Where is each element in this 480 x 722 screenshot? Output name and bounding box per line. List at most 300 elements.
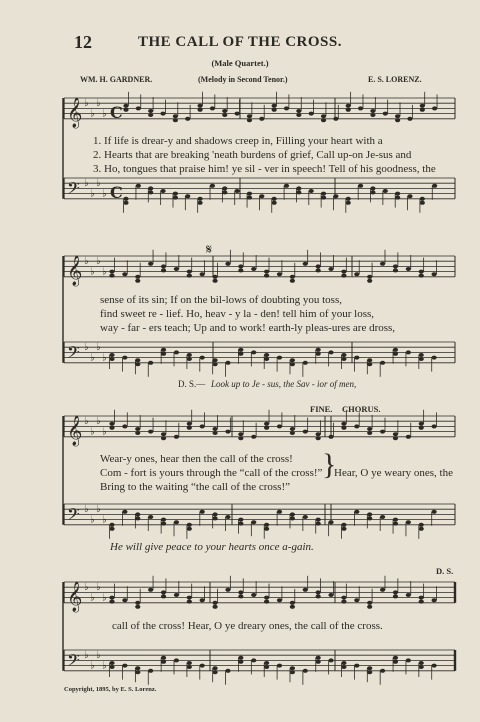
flat-sign: ♭ bbox=[96, 98, 101, 110]
chorus-marker: CHORUS. bbox=[342, 404, 381, 414]
note-head bbox=[161, 660, 166, 664]
note-head bbox=[238, 518, 243, 522]
note-head bbox=[235, 189, 240, 193]
note-head bbox=[225, 361, 230, 365]
bass-clef: 𝄢 bbox=[67, 341, 80, 366]
note-head bbox=[161, 436, 166, 440]
note-head bbox=[328, 658, 333, 662]
note-head bbox=[200, 510, 205, 514]
note-head bbox=[225, 588, 230, 592]
segno-sign: 𝄋 bbox=[206, 242, 213, 258]
note-head bbox=[187, 357, 192, 361]
note-head bbox=[380, 515, 385, 519]
note-head bbox=[277, 272, 282, 276]
note-head bbox=[259, 194, 264, 198]
note-head bbox=[316, 590, 321, 594]
note-head bbox=[432, 272, 437, 276]
note-head bbox=[333, 117, 338, 121]
note-head bbox=[321, 118, 326, 122]
note-head bbox=[135, 670, 140, 674]
note-head bbox=[238, 660, 243, 664]
note-head bbox=[370, 190, 375, 194]
note-head bbox=[212, 666, 217, 670]
note-head bbox=[259, 117, 264, 121]
note-head bbox=[370, 109, 375, 113]
note-head bbox=[419, 523, 424, 527]
flat-sign: ♭ bbox=[90, 514, 95, 526]
note-head bbox=[174, 658, 179, 662]
note-head bbox=[148, 109, 153, 113]
note-head bbox=[370, 113, 375, 117]
note-head bbox=[284, 184, 289, 188]
note-head bbox=[432, 664, 437, 668]
system3-verse1: Wear-y ones, hear then the call of the cross! bbox=[100, 453, 293, 465]
note-head bbox=[251, 520, 256, 524]
note-head bbox=[419, 270, 424, 274]
note-head bbox=[251, 435, 256, 439]
note-head bbox=[174, 520, 179, 524]
note-head bbox=[148, 588, 153, 592]
flat-sign: ♭ bbox=[90, 660, 95, 672]
note-head bbox=[420, 108, 425, 112]
flat-sign: ♭ bbox=[96, 416, 101, 428]
note-head bbox=[406, 350, 411, 354]
note-head bbox=[197, 104, 202, 108]
note-head bbox=[277, 356, 282, 360]
note-head bbox=[187, 596, 192, 600]
note-head bbox=[419, 665, 424, 669]
note-head bbox=[395, 114, 400, 118]
note-head bbox=[264, 661, 269, 665]
note-head bbox=[185, 194, 190, 198]
note-head bbox=[161, 264, 166, 268]
note-head bbox=[212, 516, 217, 520]
note-head bbox=[135, 512, 140, 516]
note-head bbox=[367, 670, 372, 674]
note-head bbox=[367, 605, 372, 609]
note-head bbox=[200, 664, 205, 668]
note-head bbox=[341, 274, 346, 278]
note-head bbox=[122, 424, 127, 428]
flat-sign: ♭ bbox=[96, 178, 101, 190]
note-head bbox=[333, 194, 338, 198]
note-head bbox=[264, 270, 269, 274]
note-head bbox=[225, 669, 230, 673]
words-author: WM. H. GARDNER. bbox=[80, 75, 153, 84]
note-head bbox=[420, 104, 425, 108]
note-head bbox=[309, 112, 314, 116]
flat-sign: ♭ bbox=[102, 660, 107, 672]
flat-sign: ♭ bbox=[90, 188, 95, 200]
note-head bbox=[187, 665, 192, 669]
note-head bbox=[432, 184, 437, 188]
note-head bbox=[303, 430, 308, 434]
flat-sign: ♭ bbox=[102, 352, 107, 364]
note-head bbox=[346, 197, 351, 201]
note-head bbox=[160, 112, 165, 116]
note-head bbox=[419, 596, 424, 600]
flat-sign: ♭ bbox=[102, 426, 107, 438]
note-head bbox=[212, 362, 217, 366]
note-head bbox=[406, 267, 411, 271]
note-head bbox=[238, 522, 243, 526]
note-head bbox=[393, 352, 398, 356]
note-head bbox=[123, 201, 128, 205]
note-head bbox=[161, 590, 166, 594]
note-head bbox=[316, 268, 321, 272]
note-head bbox=[251, 350, 256, 354]
music-author: E. S. LORENZ. bbox=[368, 75, 422, 84]
note-head bbox=[393, 268, 398, 272]
note-head bbox=[235, 112, 240, 116]
note-head bbox=[161, 268, 166, 272]
note-head bbox=[303, 262, 308, 266]
bass-clef: 𝄢 bbox=[67, 177, 80, 202]
note-head bbox=[161, 594, 166, 598]
note-head bbox=[148, 515, 153, 519]
note-head bbox=[212, 279, 217, 283]
note-head bbox=[135, 358, 140, 362]
note-head bbox=[174, 593, 179, 597]
flat-sign: ♭ bbox=[84, 650, 89, 662]
note-head bbox=[290, 358, 295, 362]
note-head bbox=[290, 279, 295, 283]
flat-sign: ♭ bbox=[84, 582, 89, 594]
verse-brace: } bbox=[322, 448, 337, 481]
system3-verse3: Bring to the waiting “the call of the cross!” bbox=[100, 481, 290, 493]
note-head bbox=[406, 593, 411, 597]
note-head bbox=[395, 192, 400, 196]
note-head bbox=[247, 118, 252, 122]
note-head bbox=[393, 594, 398, 598]
note-head bbox=[341, 600, 346, 604]
note-head bbox=[419, 600, 424, 604]
page-number: 12 bbox=[74, 32, 92, 52]
note-head bbox=[321, 196, 326, 200]
note-head bbox=[395, 118, 400, 122]
note-head bbox=[341, 426, 346, 430]
flat-sign: ♭ bbox=[102, 514, 107, 526]
note-head bbox=[251, 267, 256, 271]
note-head bbox=[161, 656, 166, 660]
note-head bbox=[109, 357, 114, 361]
note-head bbox=[354, 510, 359, 514]
note-head bbox=[432, 356, 437, 360]
note-head bbox=[316, 436, 321, 440]
note-head bbox=[212, 670, 217, 674]
flat-sign: ♭ bbox=[84, 504, 89, 516]
flat-sign: ♭ bbox=[96, 256, 101, 268]
note-head bbox=[187, 600, 192, 604]
note-head bbox=[290, 601, 295, 605]
note-head bbox=[148, 430, 153, 434]
system3-verse2: Com - fort is yours through the “call of the cross!” bbox=[100, 467, 323, 479]
note-head bbox=[109, 527, 114, 531]
note-head bbox=[109, 274, 114, 278]
note-head bbox=[187, 523, 192, 527]
note-head bbox=[296, 186, 301, 190]
chorus-lyric: Hear, O ye weary ones, the bbox=[334, 467, 453, 479]
note-head bbox=[212, 512, 217, 516]
note-head bbox=[238, 348, 243, 352]
note-head bbox=[420, 197, 425, 201]
note-head bbox=[309, 189, 314, 193]
note-head bbox=[173, 114, 178, 118]
note-head bbox=[222, 109, 227, 113]
note-head bbox=[380, 430, 385, 434]
note-head bbox=[187, 274, 192, 278]
flat-sign: ♭ bbox=[84, 178, 89, 190]
note-head bbox=[161, 352, 166, 356]
note-head bbox=[367, 279, 372, 283]
note-head bbox=[210, 184, 215, 188]
note-head bbox=[187, 661, 192, 665]
note-head bbox=[316, 594, 321, 598]
treble-clef: 𝄞 bbox=[67, 415, 83, 446]
note-head bbox=[148, 190, 153, 194]
note-head bbox=[321, 114, 326, 118]
bass-clef: 𝄢 bbox=[67, 649, 80, 674]
note-head bbox=[161, 348, 166, 352]
treble-clef: 𝄞 bbox=[67, 255, 83, 286]
note-head bbox=[135, 601, 140, 605]
note-head bbox=[148, 262, 153, 266]
note-head bbox=[161, 518, 166, 522]
note-head bbox=[354, 424, 359, 428]
note-head bbox=[135, 605, 140, 609]
note-head bbox=[212, 601, 217, 605]
note-head bbox=[316, 348, 321, 352]
note-head bbox=[148, 113, 153, 117]
note-head bbox=[346, 108, 351, 112]
note-head bbox=[358, 106, 363, 110]
note-head bbox=[354, 272, 359, 276]
note-head bbox=[148, 361, 153, 365]
note-head bbox=[264, 523, 269, 527]
note-head bbox=[247, 114, 252, 118]
note-head bbox=[225, 515, 230, 519]
note-head bbox=[290, 362, 295, 366]
note-head bbox=[432, 598, 437, 602]
note-head bbox=[383, 189, 388, 193]
bass-clef: 𝄢 bbox=[67, 503, 80, 528]
note-head bbox=[238, 656, 243, 660]
note-head bbox=[212, 431, 217, 435]
note-head bbox=[135, 279, 140, 283]
note-head bbox=[123, 108, 128, 112]
note-head bbox=[367, 666, 372, 670]
note-head bbox=[296, 190, 301, 194]
note-head bbox=[290, 605, 295, 609]
note-head bbox=[367, 601, 372, 605]
flat-sign: ♭ bbox=[96, 504, 101, 516]
flat-sign: ♭ bbox=[90, 266, 95, 278]
note-head bbox=[222, 186, 227, 190]
note-head bbox=[328, 267, 333, 271]
note-head bbox=[341, 357, 346, 361]
note-head bbox=[395, 196, 400, 200]
note-head bbox=[367, 512, 372, 516]
note-head bbox=[316, 660, 321, 664]
note-head bbox=[346, 201, 351, 205]
note-head bbox=[174, 435, 179, 439]
note-head bbox=[316, 522, 321, 526]
note-head bbox=[367, 358, 372, 362]
note-head bbox=[341, 661, 346, 665]
note-head bbox=[277, 510, 282, 514]
note-head bbox=[284, 106, 289, 110]
note-head bbox=[123, 104, 128, 108]
note-head bbox=[380, 669, 385, 673]
note-head bbox=[272, 197, 277, 201]
note-head bbox=[316, 352, 321, 356]
note-head bbox=[367, 431, 372, 435]
note-head bbox=[238, 352, 243, 356]
note-head bbox=[277, 598, 282, 602]
note-head bbox=[290, 666, 295, 670]
note-head bbox=[303, 669, 308, 673]
note-head bbox=[148, 186, 153, 190]
note-head bbox=[135, 362, 140, 366]
hymn-subtitle: (Male Quartet.) bbox=[211, 58, 269, 68]
note-head bbox=[380, 262, 385, 266]
note-head bbox=[264, 274, 269, 278]
copyright-notice: Copyright, 1895, by E. S. Lorenz. bbox=[64, 686, 157, 693]
note-head bbox=[200, 424, 205, 428]
note-head bbox=[303, 515, 308, 519]
treble-clef: 𝄞 bbox=[67, 97, 83, 128]
note-head bbox=[303, 361, 308, 365]
note-head bbox=[393, 590, 398, 594]
note-head bbox=[212, 427, 217, 431]
system2-verse3: way - far - ers teach; Up and to work! earth-ly pleas-ures are dross, bbox=[100, 322, 396, 334]
note-head bbox=[173, 196, 178, 200]
note-head bbox=[187, 426, 192, 430]
note-head bbox=[290, 275, 295, 279]
note-head bbox=[316, 656, 321, 660]
note-head bbox=[303, 588, 308, 592]
ds-label: D. S.— bbox=[178, 379, 206, 389]
system2-verse2: find sweet re - lief. Ho, heav - y la - den! tell him of your loss, bbox=[100, 308, 375, 320]
note-head bbox=[247, 196, 252, 200]
note-head bbox=[109, 523, 114, 527]
flat-sign: ♭ bbox=[102, 108, 107, 120]
note-head bbox=[247, 192, 252, 196]
flat-sign: ♭ bbox=[102, 266, 107, 278]
note-head bbox=[264, 596, 269, 600]
note-head bbox=[290, 670, 295, 674]
system1-verse2: 2. Hearts that are breaking 'neath burdens of grief, Call up-on Je-sus and bbox=[93, 149, 412, 161]
note-head bbox=[290, 516, 295, 520]
note-head bbox=[354, 356, 359, 360]
note-head bbox=[238, 268, 243, 272]
note-head bbox=[251, 658, 256, 662]
note-head bbox=[367, 427, 372, 431]
flat-sign: ♭ bbox=[84, 416, 89, 428]
note-head bbox=[277, 664, 282, 668]
note-head bbox=[148, 669, 153, 673]
note-head bbox=[238, 590, 243, 594]
note-head bbox=[419, 353, 424, 357]
note-head bbox=[109, 422, 114, 426]
system2-verse1: sense of its sin; If on the bil-lows of doubting you toss, bbox=[100, 294, 342, 306]
note-head bbox=[420, 201, 425, 205]
note-head bbox=[354, 598, 359, 602]
note-head bbox=[393, 436, 398, 440]
note-head bbox=[370, 186, 375, 190]
note-head bbox=[419, 357, 424, 361]
note-head bbox=[200, 356, 205, 360]
note-head bbox=[264, 422, 269, 426]
note-head bbox=[321, 192, 326, 196]
note-head bbox=[419, 661, 424, 665]
note-head bbox=[277, 424, 282, 428]
time-signature: C bbox=[110, 102, 123, 122]
note-head bbox=[122, 356, 127, 360]
note-head bbox=[367, 516, 372, 520]
note-head bbox=[136, 184, 141, 188]
flat-sign: ♭ bbox=[84, 342, 89, 354]
note-head bbox=[393, 522, 398, 526]
note-head bbox=[393, 656, 398, 660]
note-head bbox=[109, 661, 114, 665]
note-head bbox=[135, 431, 140, 435]
note-head bbox=[109, 426, 114, 430]
note-head bbox=[406, 435, 411, 439]
note-head bbox=[174, 267, 179, 271]
note-head bbox=[264, 600, 269, 604]
note-head bbox=[272, 108, 277, 112]
note-head bbox=[123, 197, 128, 201]
note-head bbox=[341, 596, 346, 600]
note-head bbox=[393, 264, 398, 268]
system1-verse3: 3. Ho, tongues that praise him! ye sil - ver in speech! Tell of his goodness, the bbox=[93, 163, 436, 175]
note-head bbox=[272, 104, 277, 108]
note-head bbox=[238, 436, 243, 440]
note-head bbox=[354, 664, 359, 668]
note-head bbox=[358, 184, 363, 188]
flat-sign: ♭ bbox=[84, 98, 89, 110]
note-head bbox=[187, 422, 192, 426]
hymn-title: THE CALL OF THE CROSS. bbox=[138, 34, 342, 50]
note-head bbox=[393, 660, 398, 664]
note-head bbox=[264, 357, 269, 361]
note-head bbox=[380, 361, 385, 365]
flat-sign: ♭ bbox=[90, 352, 95, 364]
note-head bbox=[341, 270, 346, 274]
note-head bbox=[316, 264, 321, 268]
system4-lyric: call of the cross! Hear, O ye dreary ones, the call of the cross. bbox=[112, 620, 383, 632]
system1-verse1: 1. If life is drear-y and shadows creep in, Filling your heart with a bbox=[93, 135, 383, 147]
time-signature: C bbox=[110, 182, 123, 202]
note-head bbox=[419, 527, 424, 531]
note-head bbox=[187, 527, 192, 531]
note-head bbox=[173, 118, 178, 122]
note-head bbox=[109, 353, 114, 357]
note-head bbox=[135, 427, 140, 431]
note-head bbox=[264, 665, 269, 669]
flat-sign: ♭ bbox=[96, 650, 101, 662]
note-head bbox=[200, 598, 205, 602]
note-head bbox=[109, 596, 114, 600]
note-head bbox=[212, 605, 217, 609]
note-head bbox=[160, 189, 165, 193]
note-head bbox=[122, 510, 127, 514]
note-head bbox=[238, 594, 243, 598]
note-head bbox=[264, 527, 269, 531]
note-head bbox=[109, 600, 114, 604]
note-head bbox=[419, 274, 424, 278]
